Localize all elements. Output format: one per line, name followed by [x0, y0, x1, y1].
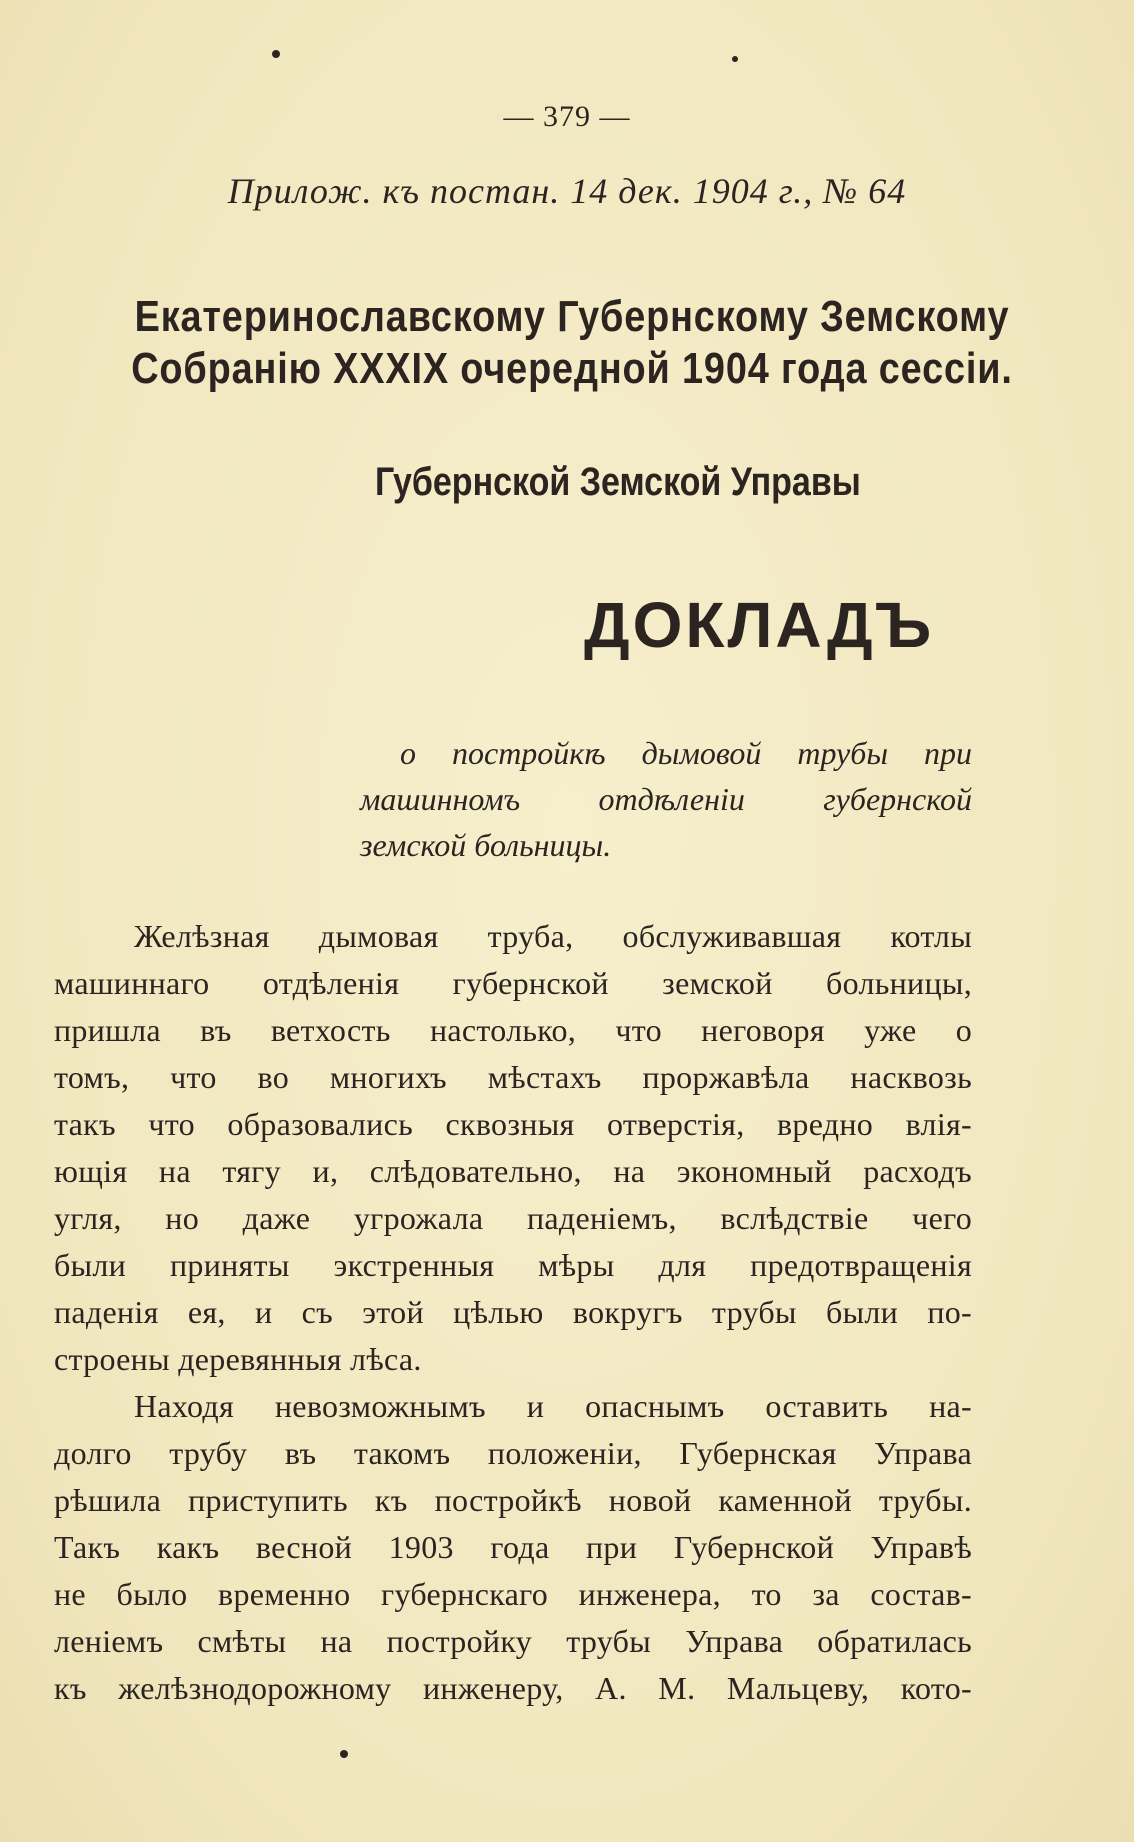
- body-line: томъ, что во многихъ мѣстахъ проржавѣла насквозь: [54, 1059, 972, 1095]
- body-line: къ желѣзнодорожному инженеру, А. М. Мальцеву, кото-: [54, 1670, 972, 1706]
- body-line: Находя невозможнымъ и опаснымъ оставить на-: [134, 1388, 972, 1424]
- scan-speck: [272, 50, 280, 58]
- body-line: рѣшила приступить къ постройкѣ новой каменной трубы.: [54, 1482, 972, 1518]
- body-line: ющія на тягу и, слѣдовательно, на экономный расходъ: [54, 1153, 972, 1189]
- body-line: такъ что образовались сквозныя отверстія, вредно влія-: [54, 1106, 972, 1142]
- issuer: Губернской Земской Управы: [375, 460, 861, 504]
- subject-line-2: машинномъ отдѣленіи губернской: [360, 781, 972, 817]
- document-type-heading: ДОКЛАДЪ: [584, 589, 935, 661]
- annex-reference: Прилож. къ постан. 14 дек. 1904 г., № 64: [227, 171, 907, 211]
- body-line: Такъ какъ весной 1903 года при Губернской Управѣ: [54, 1529, 972, 1565]
- scan-speck: [340, 1750, 348, 1758]
- subject-line-1: о постройкѣ дымовой трубы при: [400, 735, 972, 771]
- body-line: паденія ея, и съ этой цѣлью вокругъ трубы были по-: [54, 1294, 972, 1330]
- body-line: были приняты экстренныя мѣры для предотвращенія: [54, 1247, 972, 1283]
- title-line-1: Екатеринославскому Губернскому Земскому: [134, 292, 1010, 341]
- title-line-2: Собранію XXXIX очередной 1904 года сессіи.: [131, 344, 1013, 393]
- body-line: угля, но даже угрожала паденіемъ, вслѣдствіе чего: [54, 1200, 972, 1236]
- subject-line-3: земской больницы.: [360, 827, 612, 863]
- body-line: не было временно губернскаго инженера, то за состав-: [54, 1576, 972, 1612]
- body-line: пришла въ ветхость настолько, что неговоря уже о: [54, 1012, 972, 1048]
- body-line: машиннаго отдѣленія губернской земской больницы,: [54, 965, 972, 1001]
- body-line: Желѣзная дымовая труба, обслуживавшая котлы: [134, 918, 972, 954]
- scan-speck: [732, 56, 738, 62]
- body-line: строены деревянныя лѣса.: [54, 1341, 422, 1377]
- page-number: — 379 —: [503, 100, 631, 133]
- body-line: леніемъ смѣты на постройку трубы Управа обратилась: [54, 1623, 972, 1659]
- body-line: долго трубу въ такомъ положеніи, Губернская Управа: [54, 1435, 972, 1471]
